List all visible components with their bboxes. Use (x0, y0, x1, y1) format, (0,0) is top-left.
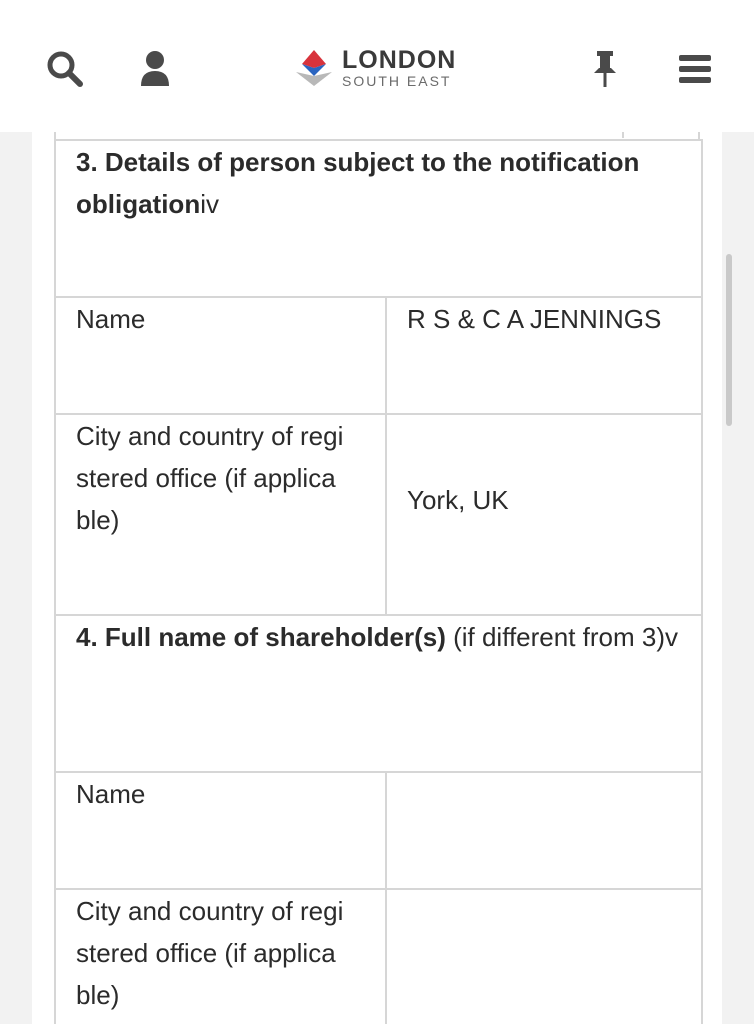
field-label: Name (55, 772, 386, 889)
section-4-title (55, 615, 702, 772)
scrollbar-thumb[interactable] (726, 254, 732, 426)
field-value: York, UK (386, 414, 702, 615)
logo-name-sub: SOUTH EAST (342, 73, 452, 89)
field-label: City and country of regi stered office (if applica ble) (55, 414, 386, 615)
section-4-title-suffix: (if different from 3)v (445, 622, 679, 652)
section-4-header (55, 615, 702, 772)
field-label: City and country of regi stered office (if applica ble) (55, 889, 386, 1024)
site-logo[interactable] (294, 46, 456, 90)
section-3-title-suffix: iv (200, 189, 219, 219)
pin-icon[interactable] (580, 44, 630, 94)
section-3-title-bold: 3. Details of person subject to the notification obligation (76, 147, 640, 219)
logo-name-main: LONDON (342, 46, 457, 74)
table-row (55, 414, 702, 615)
field-value (386, 889, 702, 1024)
user-icon[interactable] (130, 44, 180, 94)
table-row (55, 889, 702, 1024)
section-3-title (55, 140, 702, 297)
field-value (386, 772, 702, 889)
field-value: R S & C A JENNINGS (386, 297, 702, 414)
search-icon[interactable] (40, 44, 90, 94)
table-row (55, 297, 702, 414)
notification-form-table (54, 139, 703, 1024)
table-row (55, 772, 702, 889)
section-4-title-bold: 4. Full name of shareholder(s) (76, 622, 446, 652)
section-3-header (55, 140, 702, 297)
logo-mark-icon (294, 48, 334, 88)
previous-table-divider (622, 132, 624, 138)
menu-icon[interactable] (670, 44, 720, 94)
top-header (0, 0, 754, 132)
field-label: Name (55, 297, 386, 414)
